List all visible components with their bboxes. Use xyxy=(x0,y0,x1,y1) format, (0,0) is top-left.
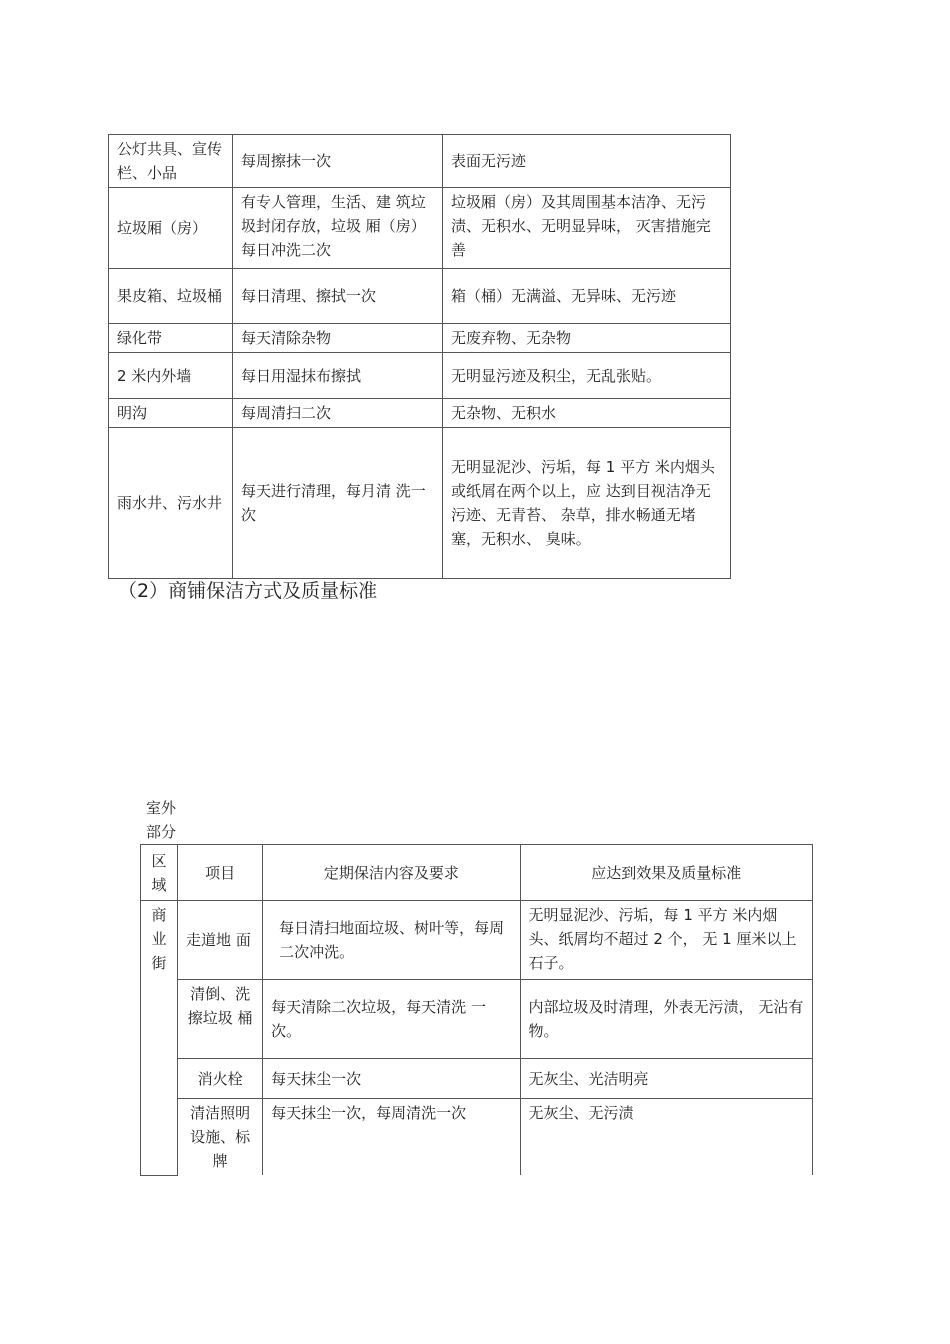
table-cell-frequency: 每天进行清理，每月清 洗一次 xyxy=(233,428,443,579)
table-cell-standard: 垃圾厢（房）及其周围基本洁净、无污渍、无积水、无明显异味， 灭害措施完善 xyxy=(443,188,731,269)
table-cell-item: 清洁照明设施、标牌 xyxy=(178,1099,263,1176)
header-standard: 应达到效果及质量标准 xyxy=(520,845,812,901)
table-cell-standard: 表面无污迹 xyxy=(443,135,731,188)
part-label: 室外部分 xyxy=(146,799,177,841)
table-cell-item: 清倒、洗擦垃圾 桶 xyxy=(178,980,263,1059)
table-cell-frequency: 每周清扫二次 xyxy=(233,399,443,428)
table-cell-item: 2 米内外墙 xyxy=(109,353,233,399)
table-row xyxy=(141,980,813,1059)
table-cell-content: 每天抹尘一次，每周清洗一次 xyxy=(263,1099,520,1176)
table-cell-item: 明沟 xyxy=(109,399,233,428)
table-cell-item: 雨水井、污水井 xyxy=(109,428,233,579)
area-cell: 商业街 xyxy=(141,901,178,1176)
table-cell-frequency: 每周擦抹一次 xyxy=(233,135,443,188)
section-heading: （2）商铺保洁方式及质量标准 xyxy=(118,580,378,602)
table-cell-content: 每天清除二次垃圾，每天清洗 一次。 xyxy=(263,980,520,1059)
header-content: 定期保洁内容及要求 xyxy=(263,845,520,901)
table-cell-content: 每日清扫地面垃圾、树叶等，每周二次冲洗。 xyxy=(263,901,520,980)
table-cell-standard: 无明显泥沙、污垢，每 1 平方 米内烟头或纸屑在两个以上，应 达到目视洁净无污迹、无青苔、 杂草，排水畅通无堵塞，无积水、 臭味。 xyxy=(443,428,731,579)
table-cell-frequency: 有专人管理，生活、建 筑垃圾封闭存放，垃圾 厢（房）每日冲洗二次 xyxy=(233,188,443,269)
table-cell-item: 公灯共具、宣传栏、小品 xyxy=(109,135,233,188)
table-cell-standard: 内部垃圾及时清理，外表无污渍， 无沾有物。 xyxy=(520,980,812,1059)
table-header-row xyxy=(141,845,813,901)
table-row xyxy=(109,428,731,579)
header-area: 区域 xyxy=(141,845,178,901)
outdoor-cleaning-table xyxy=(108,134,731,579)
table-cell-item: 垃圾厢（房） xyxy=(109,188,233,269)
table-cell-frequency: 每日用湿抹布擦拭 xyxy=(233,353,443,399)
table-row xyxy=(141,1099,813,1176)
shop-cleaning-table xyxy=(140,844,813,1176)
table-cell-item: 果皮箱、垃圾桶 xyxy=(109,269,233,324)
table-row xyxy=(109,399,731,428)
table-row xyxy=(141,901,813,980)
table-cell-content: 每天抹尘一次 xyxy=(263,1059,520,1099)
table-cell-standard: 箱（桶）无满溢、无异味、无污迹 xyxy=(443,269,731,324)
table-cell-frequency: 每天清除杂物 xyxy=(233,324,443,353)
header-item: 项目 xyxy=(178,845,263,901)
table-row xyxy=(109,269,731,324)
table-row xyxy=(109,135,731,188)
table-row xyxy=(109,353,731,399)
table-row xyxy=(141,1059,813,1099)
table-cell-standard: 无明显污迹及积尘，无乱张贴。 xyxy=(443,353,731,399)
table-row xyxy=(109,188,731,269)
table-cell-standard: 无灰尘、光洁明亮 xyxy=(520,1059,812,1099)
table-row xyxy=(109,324,731,353)
table-cell-standard: 无杂物、无积水 xyxy=(443,399,731,428)
table-cell-frequency: 每日清理、擦拭一次 xyxy=(233,269,443,324)
table-cell-standard: 无废弃物、无杂物 xyxy=(443,324,731,353)
table-cell-standard: 无灰尘、无污渍 xyxy=(520,1099,812,1176)
table-cell-item: 消火栓 xyxy=(178,1059,263,1099)
table-cell-item: 走道地 面 xyxy=(178,901,263,980)
table-cell-standard: 无明显泥沙、污垢，每 1 平方 米内烟头、纸屑均不超过 2 个， 无 1 厘米以上石子。 xyxy=(520,901,812,980)
table-cell-item: 绿化带 xyxy=(109,324,233,353)
